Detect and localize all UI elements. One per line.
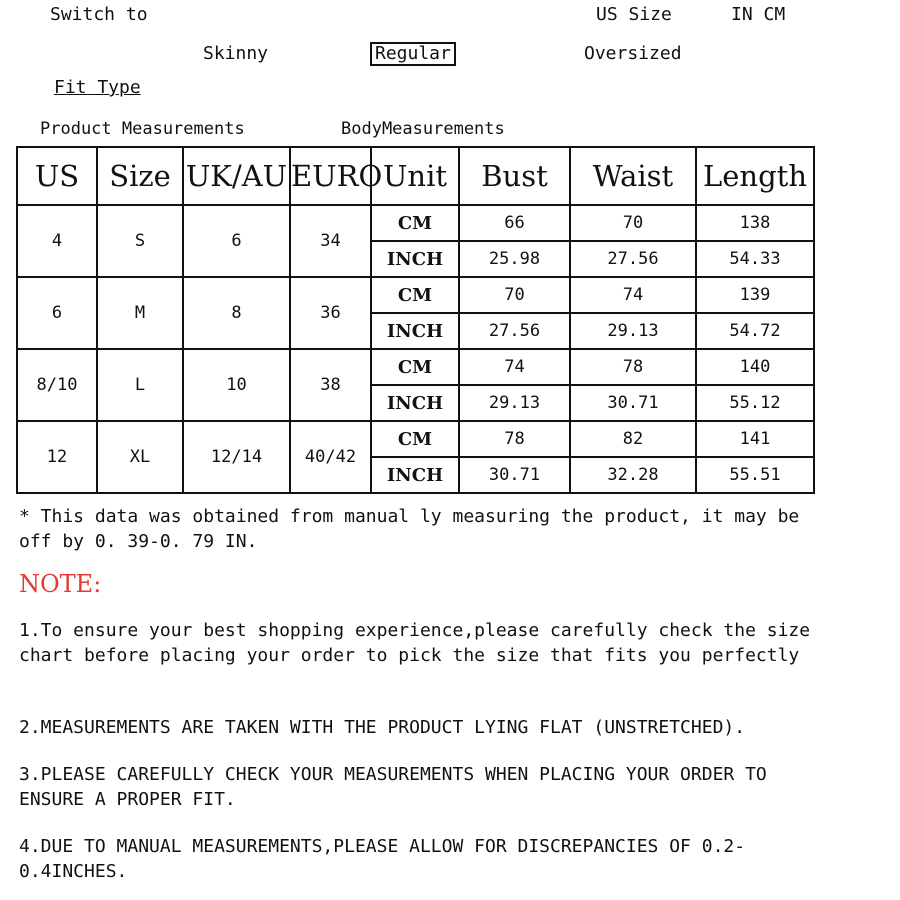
note-item-2: 2.MEASUREMENTS ARE TAKEN WITH THE PRODUCT LYING FLAT (UNSTRETCHED). [19, 717, 746, 738]
cell-bust: 78 [459, 421, 570, 457]
unit-toggle[interactable]: IN CM [731, 4, 786, 25]
table-row [17, 349, 814, 385]
cell-waist: 82 [570, 421, 696, 457]
header-unit: Unit [371, 147, 459, 205]
note-item-1: 1.To ensure your best shopping experience,please carefully check the size chart before placing your order to pick the size that fits you perfectly [19, 620, 811, 666]
cell-length: 141 [696, 421, 814, 457]
cell-size: M [97, 277, 183, 349]
note-item-3: 3.PLEASE CAREFULLY CHECK YOUR MEASUREMENTS WHEN PLACING YOUR ORDER TO ENSURE A PROPER FIT. [19, 764, 767, 810]
cell-bust: 70 [459, 277, 570, 313]
cell-us: 12 [17, 421, 97, 493]
cell-bust: 25.98 [459, 241, 570, 277]
table-header-row [17, 147, 814, 205]
cell-length: 54.72 [696, 313, 814, 349]
tab-product-measurements[interactable]: Product Measurements [40, 119, 245, 139]
cell-bust: 74 [459, 349, 570, 385]
cell-ukau: 6 [183, 205, 290, 277]
cell-waist: 70 [570, 205, 696, 241]
table-row [17, 205, 814, 241]
cell-waist: 74 [570, 277, 696, 313]
header-ukau: UK/AU [183, 147, 290, 205]
cell-unit: CM [371, 277, 459, 313]
cell-length: 55.12 [696, 385, 814, 421]
measurement-disclaimer: * This data was obtained from manual ly measuring the product, it may be off by 0. 39-0. 79 IN. [19, 506, 800, 552]
note-title: NOTE: [19, 570, 102, 598]
cell-waist: 29.13 [570, 313, 696, 349]
size-system-selector[interactable]: US Size [596, 4, 672, 25]
cell-us: 6 [17, 277, 97, 349]
tab-body-measurements[interactable]: BodyMeasurements [341, 119, 505, 139]
cell-unit: CM [371, 349, 459, 385]
cell-unit: INCH [371, 385, 459, 421]
header-bust: Bust [459, 147, 570, 205]
cell-us: 4 [17, 205, 97, 277]
cell-waist: 27.56 [570, 241, 696, 277]
cell-unit: CM [371, 205, 459, 241]
cell-waist: 30.71 [570, 385, 696, 421]
size-chart-table [16, 146, 815, 494]
cell-size: L [97, 349, 183, 421]
header-length: Length [696, 147, 814, 205]
table-row [17, 277, 814, 313]
cell-waist: 78 [570, 349, 696, 385]
fit-option-oversized[interactable]: Oversized [584, 43, 682, 64]
cell-ukau: 12/14 [183, 421, 290, 493]
cell-length: 140 [696, 349, 814, 385]
cell-bust: 27.56 [459, 313, 570, 349]
cell-length: 138 [696, 205, 814, 241]
header-size: Size [97, 147, 183, 205]
cell-unit: CM [371, 421, 459, 457]
cell-bust: 30.71 [459, 457, 570, 493]
cell-ukau: 10 [183, 349, 290, 421]
cell-ukau: 8 [183, 277, 290, 349]
cell-euro: 40/42 [290, 421, 371, 493]
note-item-4: 4.DUE TO MANUAL MEASUREMENTS,PLEASE ALLOW FOR DISCREPANCIES OF 0.2-0.4INCHES. [19, 836, 746, 882]
cell-us: 8/10 [17, 349, 97, 421]
cell-length: 55.51 [696, 457, 814, 493]
fit-option-regular[interactable]: Regular [370, 42, 456, 66]
cell-euro: 36 [290, 277, 371, 349]
table-row [17, 421, 814, 457]
fit-option-skinny[interactable]: Skinny [203, 43, 269, 64]
cell-bust: 66 [459, 205, 570, 241]
switch-to-label: Switch to [50, 4, 148, 25]
cell-size: XL [97, 421, 183, 493]
cell-bust: 29.13 [459, 385, 570, 421]
cell-euro: 38 [290, 349, 371, 421]
cell-unit: INCH [371, 457, 459, 493]
header-waist: Waist [570, 147, 696, 205]
cell-length: 139 [696, 277, 814, 313]
header-euro: EURO [290, 147, 371, 205]
cell-size: S [97, 205, 183, 277]
cell-unit: INCH [371, 241, 459, 277]
cell-euro: 34 [290, 205, 371, 277]
cell-unit: INCH [371, 313, 459, 349]
fit-type-link[interactable]: Fit Type [54, 77, 141, 98]
cell-waist: 32.28 [570, 457, 696, 493]
header-us: US [17, 147, 97, 205]
cell-length: 54.33 [696, 241, 814, 277]
